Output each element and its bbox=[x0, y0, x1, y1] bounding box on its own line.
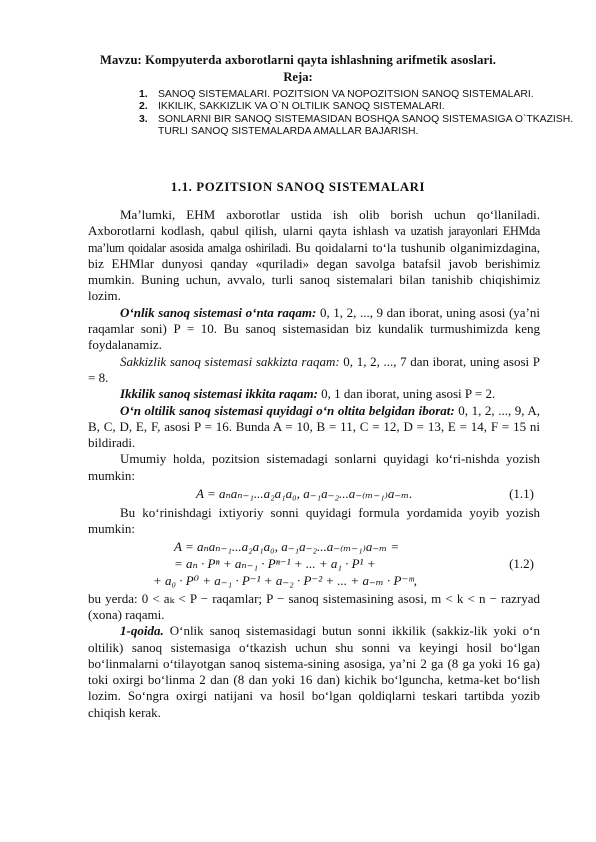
formula-1-2-line: + a₀ · P⁰ + a₋₁ · P⁻¹ + a₋₂ · P⁻² + ... + a₋ₘ · P⁻ᵐ, bbox=[153, 572, 418, 588]
plan-item-number: 3. bbox=[139, 113, 148, 125]
octal-text: 0, 1, 2, ..., 7 dan iborat, uning asosi P = 8. bbox=[88, 353, 540, 385]
formula-1-1-text: A = aₙaₙ₋₁...a₂a₁a₀, a₋₁a₋₂...a₋₍ₘ₋₁₎a₋ₘ. bbox=[196, 486, 413, 502]
plan-label: Reja: bbox=[283, 70, 313, 84]
plan-item-text: SONLARNI BIR SANOQ SISTEMASIDAN BOSHQA SANOQ SISTEMASIGA O`TKAZISH. TURLI SANOQ SISTEMALARDA AMALLAR BAJARISH. bbox=[158, 113, 574, 138]
plan-item-text: IKKILIK, SAKKIZLIK VA O`N OLTILIK SANOQ SISTEMALARI. bbox=[158, 101, 445, 113]
body-text bbox=[88, 207, 540, 721]
paragraph-decimal bbox=[88, 305, 540, 354]
formula-1-1-number: (1.1) bbox=[509, 486, 534, 502]
paragraph-binary bbox=[88, 386, 540, 402]
rule-1-text: O‘nlik sanoq sistemasidagi butun sonni ikkilik (sakkiz-lik yoki o‘n oltilik) sanoq sistemasiga o‘tkazish uchun shu sonni va keyingi hosil bo‘lgan bo‘linmalarni o‘tilayotgan sanoq sistema-sining asosiga, ya’ni 2 ga (8 ga yoki 16 ga) toki oxirgi bo‘linma 2 dan (8 dan yoki 16 dan) kichik bo‘lguncha, ketma-ket bo‘lish lozim. So‘ngra oxirgi natijani va hosil bo‘lgan qoldiqlarni teskari tartibda yozib chiqish kerak. bbox=[88, 623, 540, 720]
rule-1-lead: 1-qoida. bbox=[120, 623, 164, 639]
formula-1-2-line: A = aₙaₙ₋₁...a₂a₁a₀, a₋₁a₋₂...a₋₍ₘ₋₁₎a₋ₘ = bbox=[174, 538, 400, 554]
hex-lead: O‘n oltilik sanoq sistemasi quyidagi o‘n oltita belgidan iborat: bbox=[120, 402, 455, 418]
plan-item-number: 1. bbox=[139, 89, 148, 100]
formula-1-1 bbox=[88, 484, 540, 505]
paragraph-general: Umumiy holda, pozitsion sistemadagi sonlarni quyidagi ko‘ri-nishda yozish mumkin: bbox=[88, 451, 540, 483]
plan-item bbox=[139, 89, 579, 101]
decimal-text: 0, 1, 2, ..., 9 dan iborat, uning asosi (ya’ni raqamlar soni) P = 10. Bu sanoq sistemasidan biz kundalik turmushimizda keng foydalanamiz. bbox=[88, 304, 540, 353]
hex-text: 0, 1, 2, ..., 9, A, B, C, D, E, F, asosi P = 16. Bunda A = 10, B = 11, C = 12, D = 13, E = 14, F = 15 ni bildiradi. bbox=[88, 402, 541, 451]
intro-part: Bu qoidalarni to‘la tushunib olganimizdagina, biz EHMlar dunyosi qanday «quriladi» degan savolga batafsil javob berishimiz mumkin. Buning uchun, avvalo, turli sanoq sistemalari bilan tanishib chiqishimiz lozim. bbox=[88, 239, 541, 304]
intro-part-condensed: va uzatish jarayonlari EHMda ma’lum qoidalar asosida amalga oshiriladi. bbox=[88, 224, 540, 255]
paragraph-hex bbox=[88, 403, 540, 452]
plan-item bbox=[139, 101, 579, 113]
plan-list bbox=[139, 89, 579, 139]
intro-part: Ma’lumki, EHM axborotlar ustida ish olib borish uchun qo‘llaniladi. Axborotlarni kodlash, qabul qilish, ularni qayta ishlash bbox=[88, 207, 540, 239]
decimal-lead: O‘nlik sanoq sistemasi o‘nta raqam: bbox=[120, 304, 317, 320]
formula-1-2-line: = aₙ · Pⁿ + aₙ₋₁ · Pⁿ⁻¹ + ... + a₁ · P¹ + bbox=[174, 555, 376, 571]
paragraph-octal bbox=[88, 354, 540, 387]
binary-lead: Ikkilik sanoq sistemasi ikkita raqam: bbox=[120, 386, 318, 402]
topic-title: Mavzu: Kompyuterda axborotlarni qayta ishlashning arifmetik asoslari. bbox=[99, 53, 497, 67]
paragraph-expansion: Bu ko‘rinishdagi ixtiyoriy sonni quyidagi formula yordamida yoyib yozish mumkin: bbox=[88, 505, 540, 537]
plan-item-number: 2. bbox=[139, 101, 148, 113]
binary-text: 0, 1 dan iborat, uning asosi P = 2. bbox=[317, 386, 496, 402]
plan-item bbox=[139, 114, 579, 139]
paragraph-rule-1 bbox=[88, 623, 540, 721]
paragraph-where: bu yerda: 0 < aₖ < P − raqamlar; P − sanoq sistemasining asosi, m < k < n − razryad (xona) raqami. bbox=[88, 590, 540, 622]
section-title: 1.1. POZITSION SANOQ SISTEMALARI bbox=[170, 180, 426, 194]
paragraph-intro bbox=[88, 207, 540, 305]
plan-item-text: SANOQ SISTEMALARI. POZITSION VA NOPOZITSION SANOQ SISTEMALARI. bbox=[158, 89, 534, 100]
octal-lead: Sakkizlik sanoq sistemasi sakkizta raqam: bbox=[120, 353, 340, 369]
formula-1-2 bbox=[88, 539, 540, 591]
formula-1-2-number: (1.2) bbox=[509, 555, 534, 571]
